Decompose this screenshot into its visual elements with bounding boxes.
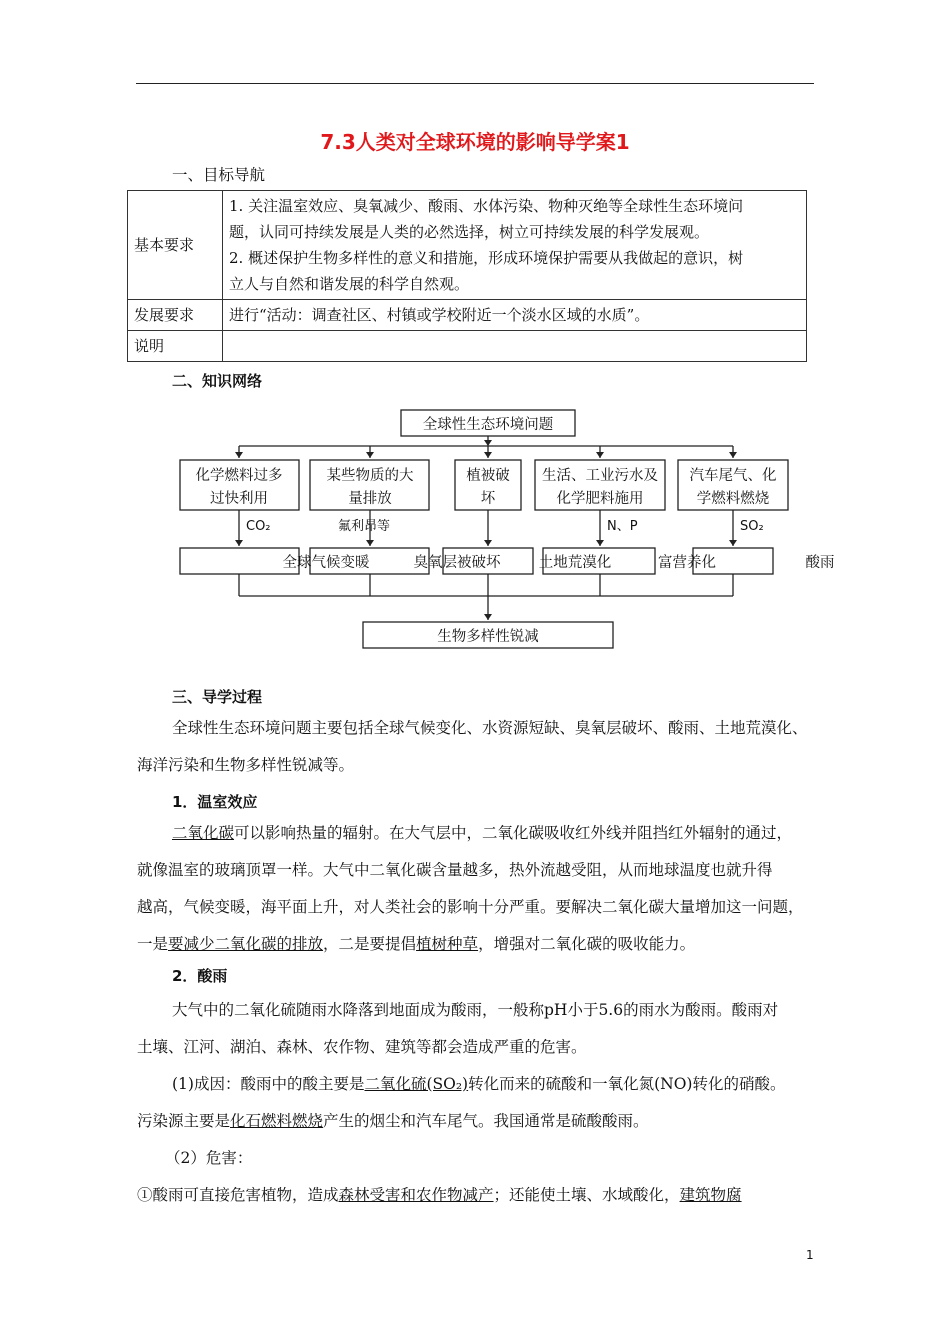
cause-label: 学燃料燃烧 [696,491,770,507]
text-line: 海洋污染和生物多样性锐减等。 [137,756,355,774]
effect-label: 酸雨 [805,555,835,571]
text-line [137,1103,817,1140]
cause-label: 过快利用 [210,491,268,507]
result-label: 生物多样性锐减 [437,629,539,645]
root-label: 全球性生态环境问题 [422,417,554,433]
row-content [223,191,807,300]
section-network-heading: 二、知识网络 [172,372,263,390]
row-label: 说明 [128,331,223,362]
cause-label: 某些物质的大 [326,468,414,484]
cause-label: 化学肥料施用 [556,491,644,507]
effect-box [180,548,299,574]
text-line: 土壤、江河、湖泊、森林、农作物、建筑等都会造成严重的危害。 [137,1038,587,1056]
key-term: 二氧化硫(SO₂) [364,1075,469,1093]
cause-label: 坏 [480,491,496,507]
key-term: 二氧化碳 [172,824,235,842]
effect-label: 臭氧层被破坏 [413,555,501,571]
text-span: 一是 [137,935,169,953]
text-line [137,1066,817,1103]
text-line [137,815,817,852]
key-term: 建筑物腐 [679,1186,742,1204]
text-span: (1)成因：酸雨中的酸主要是 [172,1075,365,1093]
acid-rain-heading: 2．酸雨 [172,967,228,985]
text-line: 全球性生态环境问题主要包括全球气候变化、水资源短缺、臭氧层破坏、酸雨、土地荒漠化、 [172,719,808,737]
text-span: ，增强对二氧化碳的吸收能力。 [478,935,696,953]
cause-label: 化学燃料过多 [195,468,283,484]
page-number: 1 [806,1248,814,1262]
greenhouse-paragraph [137,815,817,963]
text-span: 污染源主要是 [137,1112,231,1130]
effect-label: 富营养化 [658,555,716,571]
agent-label: 氟利昂等 [338,519,391,534]
text-span: ，二是要提倡 [323,935,417,953]
effect-label: 全球气候变暖 [282,555,370,571]
text-span: ①酸雨可直接危害植物，造成 [137,1186,339,1204]
cause-label: 量排放 [348,491,392,507]
text-span: 产生的烟尘和汽车尾气。我国通常是硫酸酸雨。 [323,1112,649,1130]
section-process-heading: 三、导学过程 [172,688,263,706]
agent-label: CO₂ [246,519,271,534]
text-line [137,1177,817,1214]
text-span: ；还能使土壤、水域酸化， [493,1186,680,1204]
text-line: （2）危害： [165,1149,253,1167]
agent-label: SO₂ [740,519,764,534]
greenhouse-heading: 1．温室效应 [172,793,258,811]
text-span: 可以影响热量的辐射。在大气层中，二氧化碳吸收红外线并阻挡红外辐射的通过， [234,824,793,842]
goals-table [127,190,807,362]
table-row [128,300,807,331]
row-content: 进行“活动：调查社区、村镇或学校附近一个淡水区域的水质”。 [223,300,807,331]
agent-label: N、P [607,519,638,534]
key-term: 要减少二氧化碳的排放 [168,935,324,953]
intro-paragraph [137,710,817,784]
knowledge-network-diagram [160,400,835,655]
key-term: 森林受害和农作物减产 [338,1186,494,1204]
text-line [137,926,817,963]
row-line: 立人与自然和谐发展的科学自然观。 [229,275,470,293]
cause-label: 汽车尾气、化 [689,468,777,484]
text-line: 大气中的二氧化硫随雨水降落到地面成为酸雨，一般称pH小于5.6的雨水为酸雨。酸雨对 [172,1001,779,1019]
table-row [128,191,807,300]
row-line: 1. 关注温室效应、臭氧减少、酸雨、水体污染、物种灭绝等全球性生态环境问 [229,197,744,215]
text-span: 转化而来的硫酸和一氧化氮(NO)转化的硝酸。 [468,1075,786,1093]
page-title: 7.3人类对全球环境的影响导学案1 [320,130,630,154]
cause-label: 生活、工业污水及 [542,468,658,484]
acid-rain-paragraph [137,992,817,1214]
text-line: 就像温室的玻璃顶罩一样。大气中二氧化碳含量越多，热外流越受阻，从而地球温度也就升得 [137,861,773,879]
row-label: 发展要求 [128,300,223,331]
cause-label: 植被破 [466,468,510,484]
key-term: 化石燃料燃烧 [230,1112,324,1130]
header-rule [136,83,814,84]
row-content [223,331,807,362]
text-line: 越高，气候变暖，海平面上升，对人类社会的影响十分严重。要解决二氧化碳大量增加这一问题， [137,898,804,916]
row-line: 题，认同可持续发展是人类的必然选择，树立可持续发展的科学发展观。 [229,223,710,241]
effect-label: 土地荒漠化 [538,555,612,571]
key-term: 植树种草 [416,935,479,953]
row-label: 基本要求 [128,191,223,300]
section-goals-heading: 一、目标导航 [172,166,266,184]
table-row [128,331,807,362]
row-line: 2. 概述保护生物多样性的意义和措施，形成环境保护需要从我做起的意识，树 [229,249,744,267]
